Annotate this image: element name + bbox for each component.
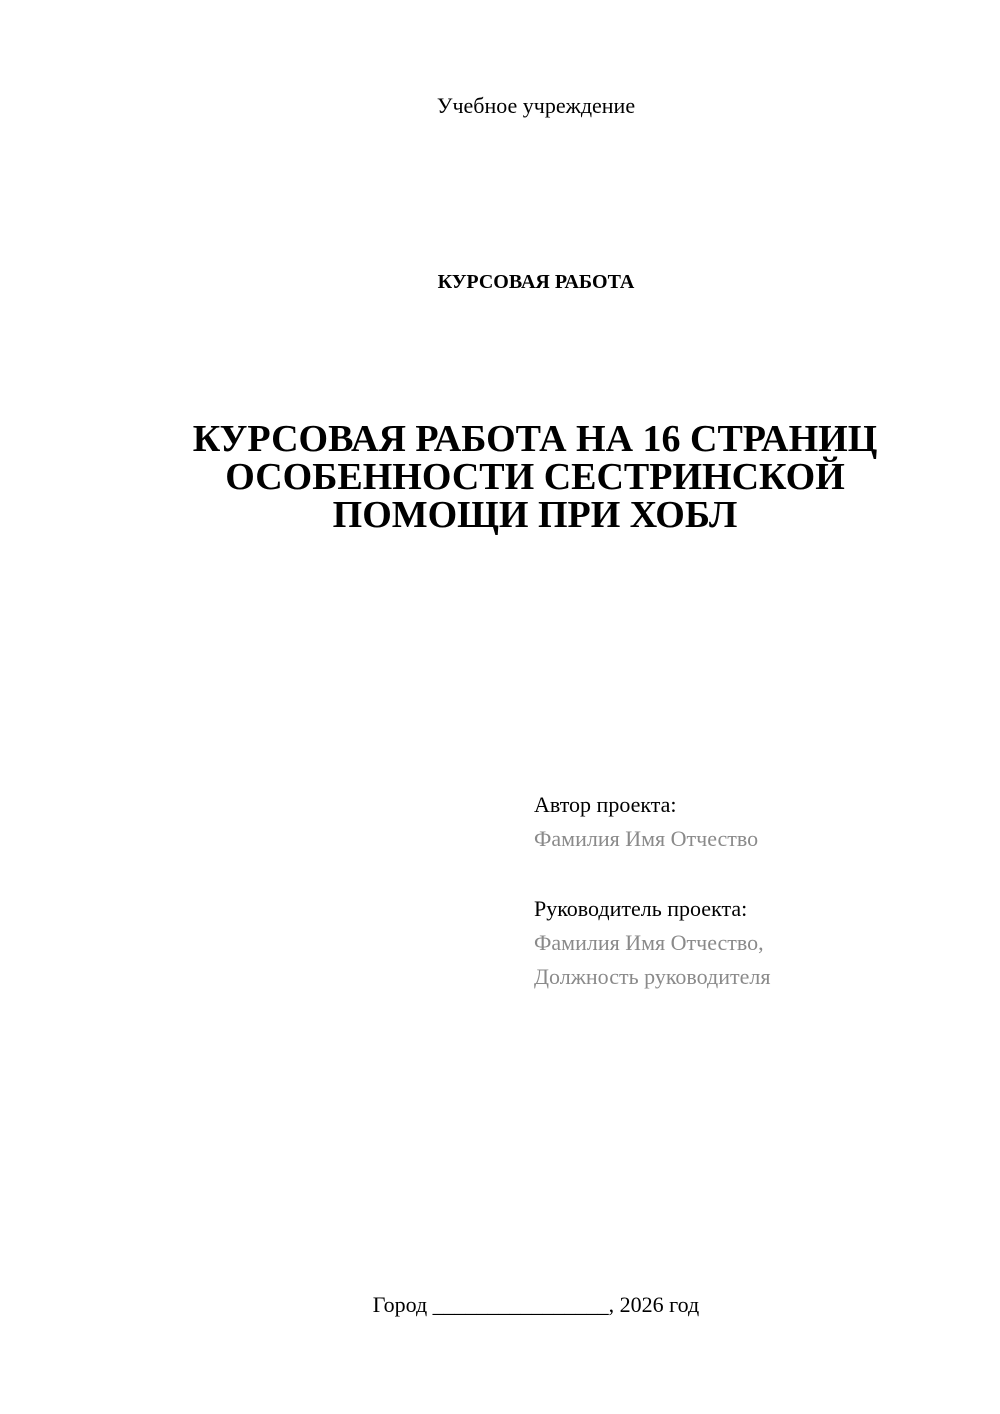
title-line: ПОМОЩИ ПРИ ХОБЛ [332,494,738,536]
spacer [534,856,974,892]
document-title [150,420,920,534]
title-line: ОСОБЕННОСТИ СЕСТРИНСКОЙ [225,456,845,498]
supervisor-name: Фамилия Имя Отчество, [534,930,764,955]
city-year-line: Город ________________, 2026 год [372,1292,700,1317]
author-name: Фамилия Имя Отчество [534,826,759,851]
document-type: КУРСОВАЯ РАБОТА [437,271,635,293]
supervisor-label: Руководитель проекта: [534,896,748,921]
author-label: Автор проекта: [534,792,677,817]
title-line: КУРСОВАЯ РАБОТА НА 16 СТРАНИЦ [192,418,878,460]
supervisor-position: Должность руководителя [534,964,771,989]
institution-name: Учебное учреждение [436,93,636,118]
authors-block [534,788,974,994]
